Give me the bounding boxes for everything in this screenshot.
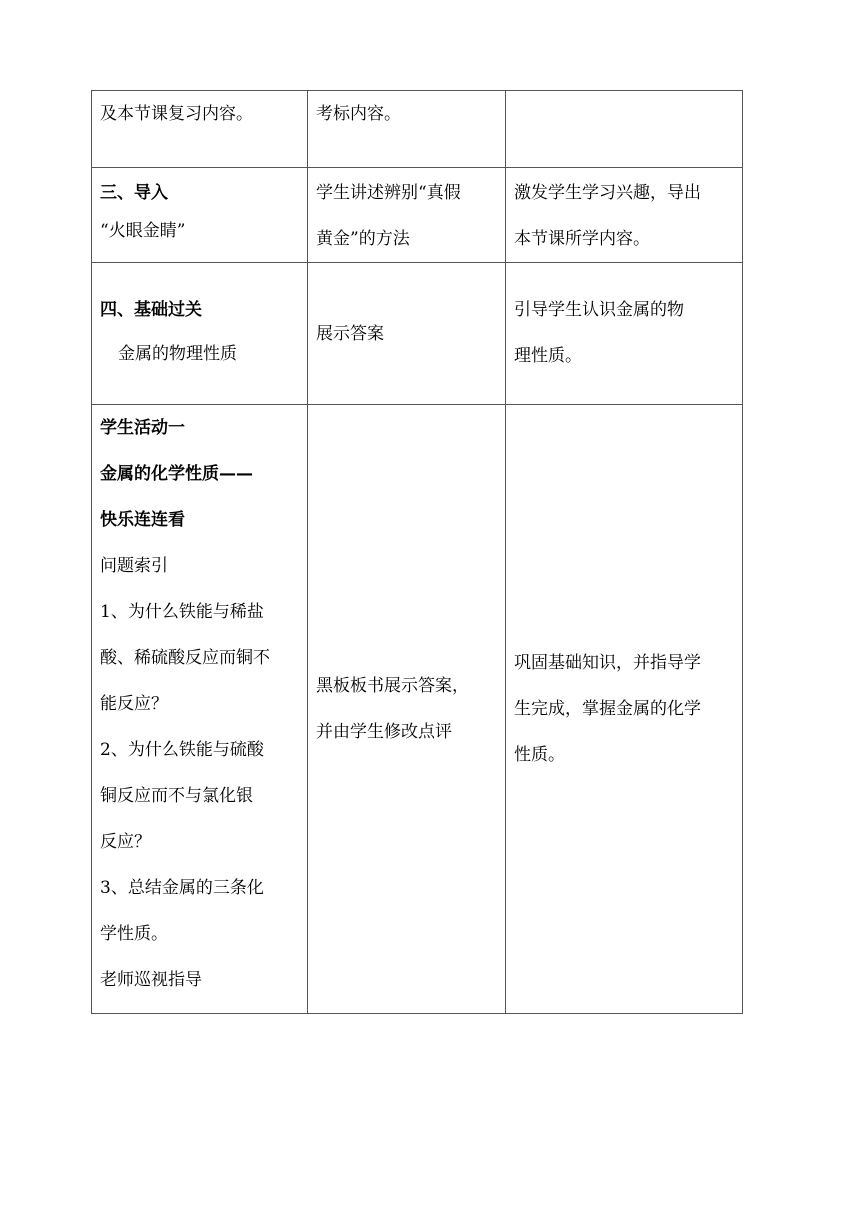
cell-text: 生完成，掌握金属的化学 xyxy=(514,699,701,719)
cell-text: 反应？ xyxy=(100,832,151,852)
cell-text: 问题索引 xyxy=(100,556,168,576)
cell-text: 引导学生认识金属的物 xyxy=(514,300,684,320)
cell-text: 理性质。 xyxy=(514,346,582,366)
cell-student-activity xyxy=(308,405,506,1014)
activity-title: 学生活动一 xyxy=(100,418,185,438)
lesson-plan-table xyxy=(91,90,743,1014)
table-row xyxy=(92,263,743,405)
cell-text: 及本节课复习内容。 xyxy=(100,104,253,124)
cell-student-activity xyxy=(308,91,506,168)
cell-text: 本节课所学内容。 xyxy=(514,229,650,249)
cell-text: 巩固基础知识，并指导学 xyxy=(514,653,701,673)
cell-student-activity xyxy=(308,168,506,263)
cell-teacher-activity xyxy=(92,168,308,263)
cell-design-intent xyxy=(506,91,743,168)
cell-text: 酸、稀硫酸反应而铜不 xyxy=(100,648,270,668)
cell-text: 展示答案 xyxy=(316,323,384,344)
activity-title: 金属的化学性质—— xyxy=(100,464,253,484)
cell-text: 并由学生修改点评 xyxy=(316,722,452,742)
cell-text: 能反应？ xyxy=(100,694,168,714)
cell-text: 老师巡视指导 xyxy=(100,970,202,990)
section-title: 三、导入 xyxy=(100,183,168,203)
cell-text: 黄金”的方法 xyxy=(316,229,410,249)
table-row xyxy=(92,168,743,263)
section-title: 四、基础过关 xyxy=(100,300,202,320)
cell-teacher-activity xyxy=(92,91,308,168)
cell-text: 2、为什么铁能与硫酸 xyxy=(100,740,264,760)
cell-text: 1、为什么铁能与稀盐 xyxy=(100,602,264,622)
cell-text: 激发学生学习兴趣，导出 xyxy=(514,183,701,203)
activity-title: 快乐连连看 xyxy=(100,510,185,530)
cell-text: 学性质。 xyxy=(100,924,168,944)
cell-text: 考标内容。 xyxy=(316,104,401,124)
cell-design-intent xyxy=(506,405,743,1014)
cell-teacher-activity xyxy=(92,263,308,405)
cell-text: “火眼金睛” xyxy=(100,221,186,241)
cell-text: 黑板板书展示答案， xyxy=(316,676,469,696)
cell-design-intent xyxy=(506,168,743,263)
cell-teacher-activity xyxy=(92,405,308,1014)
cell-text: 性质。 xyxy=(514,745,565,765)
cell-student-activity xyxy=(308,263,506,405)
cell-text: 金属的物理性质 xyxy=(118,344,237,364)
table-row xyxy=(92,405,743,1014)
cell-design-intent xyxy=(506,263,743,405)
cell-text: 3、总结金属的三条化 xyxy=(100,878,264,898)
cell-text: 学生讲述辨别“真假 xyxy=(316,183,461,203)
table-row xyxy=(92,91,743,168)
cell-text: 铜反应而不与氯化银 xyxy=(100,786,253,806)
